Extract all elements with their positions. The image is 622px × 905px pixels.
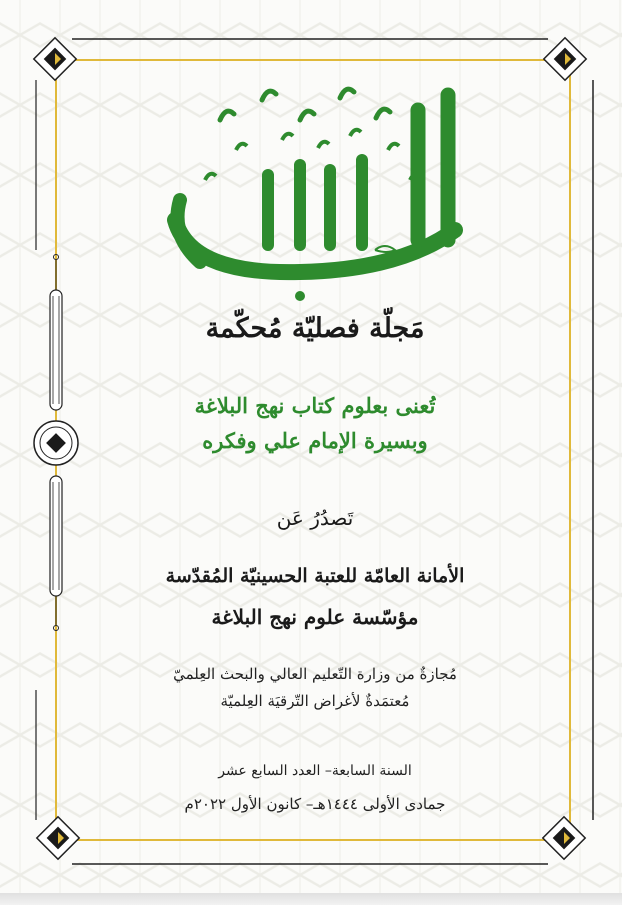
- approval-line-2: مُعتمَدةٌ لأغراض التّرقيَة العِلميّة: [220, 692, 410, 710]
- issued-by-label: تَصدُرُ عَن: [276, 506, 354, 530]
- journal-logo: [175, 89, 455, 301]
- corner-ornament-top-left: [34, 38, 76, 80]
- left-side-ornament: [34, 255, 78, 631]
- journal-focus-line-2: وبسيرة الإمام علي وفكره: [202, 428, 428, 453]
- journal-subtitle: مَجلّة فصليّة مُحكّمة: [205, 313, 425, 344]
- journal-focus-line-1: تُعنى بعلوم كتاب نهج البلاغة: [194, 393, 436, 418]
- corner-ornament-bottom-right: [543, 817, 585, 859]
- year-issue-label: السنة السابعة– العدد السابع عشر: [218, 763, 412, 779]
- issue-date: جمادى الأولى ١٤٤٤هـ– كانون الأول ٢٠٢٢م: [184, 795, 446, 813]
- publisher-line-1: الأمانة العامّة للعتبة الحسينيّة المُقدّسة: [165, 565, 465, 587]
- corner-ornament-bottom-left: [37, 817, 79, 859]
- publisher-line-2: مؤسّسة علوم نهج البلاغة: [211, 605, 419, 629]
- approval-line-1: مُجازةٌ من وزارة التّعليم العالي والبحث العِلميّ: [173, 665, 457, 683]
- corner-ornament-top-right: [544, 38, 586, 80]
